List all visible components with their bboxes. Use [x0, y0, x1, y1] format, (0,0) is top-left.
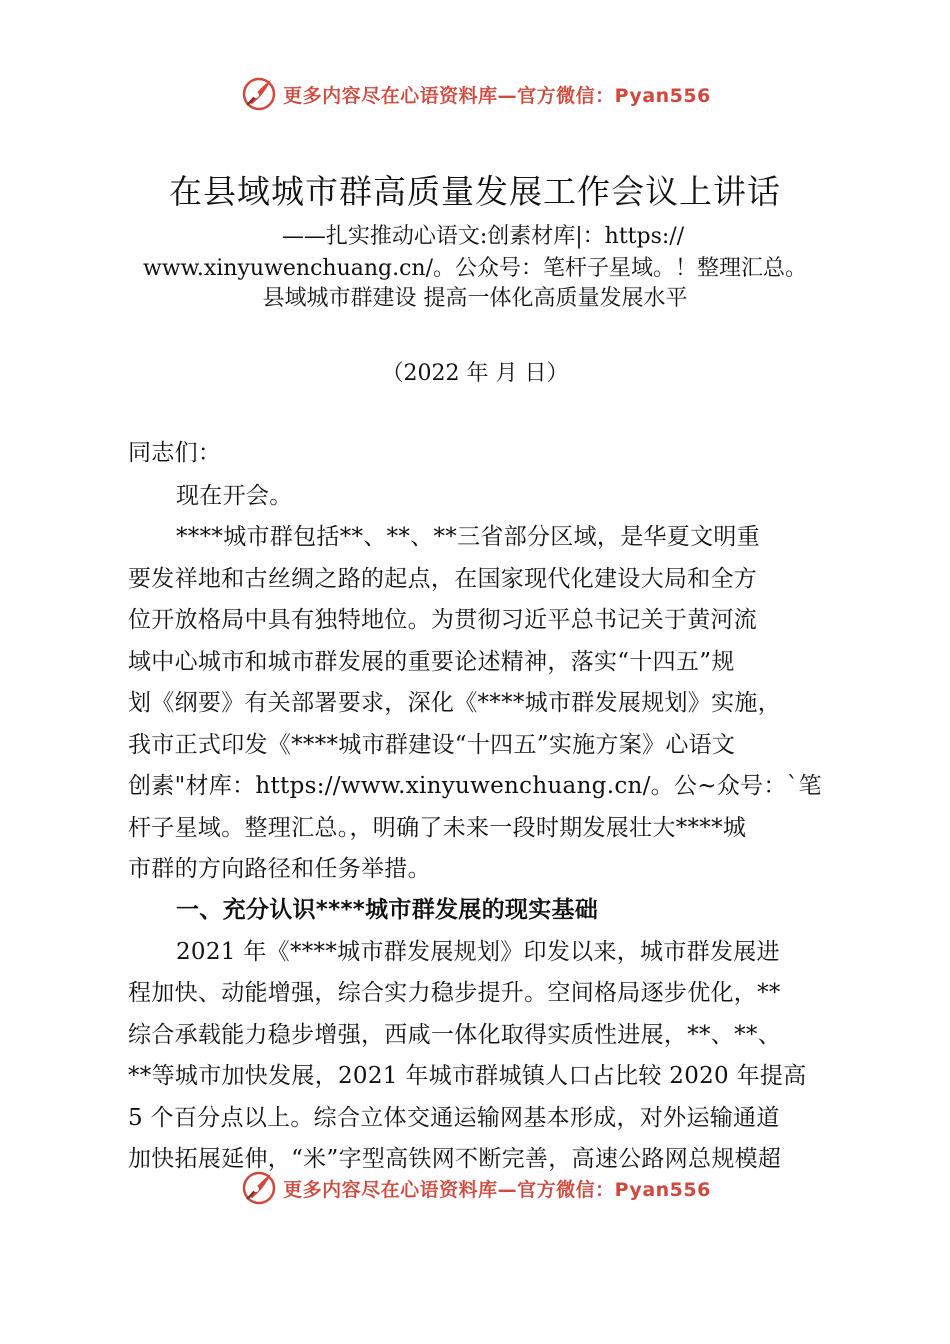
body-line: 划《纲要》有关部署要求，深化《****城市群发展规划》实施， — [128, 690, 781, 716]
body-line: 我市正式印发《****城市群建设“十四五”实施方案》心语文 — [128, 732, 736, 758]
body-line: 要发祥地和古丝绸之路的起点，在国家现代化建设大局和全方 — [128, 566, 758, 592]
watermark-text: 更多内容尽在心语资料库—官方微信：Pyan556 — [283, 84, 711, 107]
salutation: 同志们： — [128, 440, 222, 466]
body-line: 5 个百分点以上。综合立体交通运输网基本形成，对外运输通道 — [128, 1105, 780, 1131]
body-line: 现在开会。 — [176, 483, 293, 509]
body-line: 域中心城市和城市群发展的重要论述精神，落实“十四五”规 — [128, 649, 735, 675]
footer-watermark-banner — [0, 1166, 950, 1210]
body-line: 2021 年《****城市群发展规划》印发以来，城市群发展进 — [176, 939, 780, 965]
subtitle-line-2: www.xinyuwenchuang.cn/。公众号：笔杆子星域。！整理汇总。 — [142, 256, 808, 281]
body-line: **等城市加快发展，2021 年城市群城镇人口占比较 2020 年提高 — [128, 1063, 807, 1089]
section-heading: 一、充分认识****城市群发展的现实基础 — [176, 897, 599, 923]
body-line: 杆子星域。整理汇总。，明确了未来一段时期发展壮大****城 — [128, 815, 747, 841]
body-line: 程加快、动能增强，综合实力稳步提升。空间格局逐步优化，** — [128, 980, 781, 1006]
watermark-text: 更多内容尽在心语资料库—官方微信：Pyan556 — [283, 1178, 711, 1201]
body-line: 综合承载能力稳步增强，西咸一体化取得实质性进展，**、**、 — [128, 1022, 781, 1048]
quill-logo-icon — [239, 74, 279, 114]
subtitle-line-1: ——扎实推动心语文:创素材库|：https:// — [281, 224, 685, 249]
quill-logo-icon — [239, 1168, 279, 1208]
body-line: 位开放格局中具有独特地位。为贯彻习近平总书记关于黄河流 — [128, 607, 758, 633]
body-line: 加快拓展延伸，“米”字型高铁网不断完善，高速公路网总规模超 — [128, 1146, 782, 1172]
header-watermark-banner — [0, 72, 950, 116]
body-line: 创素"材库：https://www.xinyuwenchuang.cn/。公~众号：`笔 — [128, 773, 822, 799]
document-title: 在县域城市群高质量发展工作会议上讲话 — [169, 172, 781, 211]
body-line: 市群的方向路径和任务举措。 — [128, 856, 431, 882]
body-line: ****城市群包括**、**、**三省部分区域，是华夏文明重 — [176, 524, 760, 550]
document-date: （2022 年 月 日） — [381, 361, 569, 386]
subtitle-line-3: 县域城市群建设 提高一体化高质量发展水平 — [262, 286, 688, 311]
